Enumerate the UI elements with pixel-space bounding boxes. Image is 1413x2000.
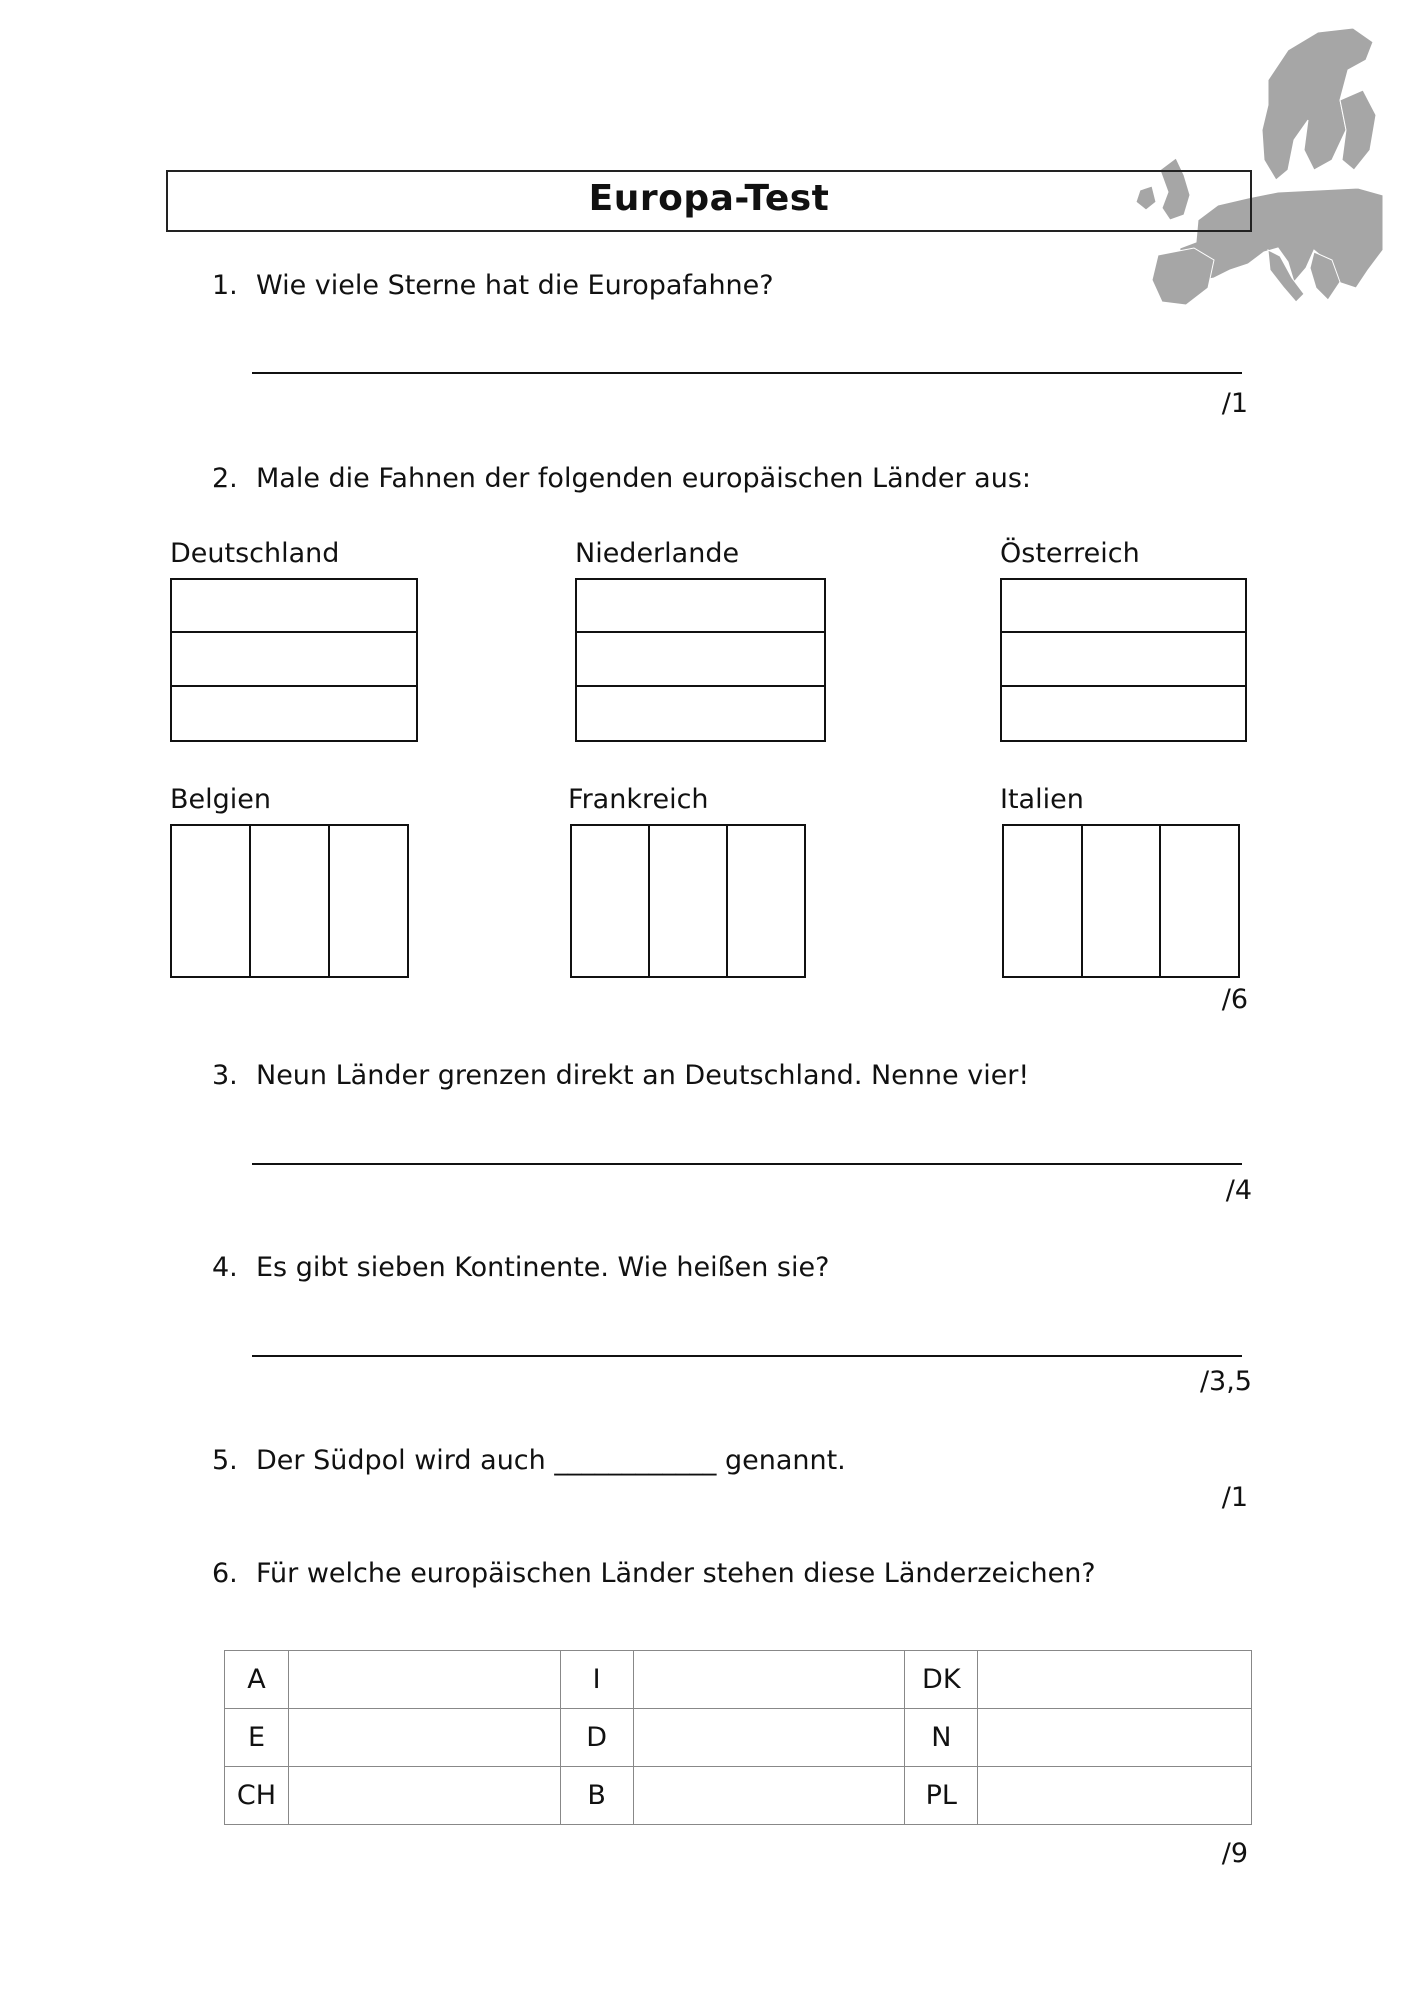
flag-deutschland[interactable] <box>170 578 418 742</box>
question-4-text: Es gibt sieben Kontinente. Wie heißen sie? <box>256 1252 830 1283</box>
answer-cell[interactable] <box>978 1709 1252 1767</box>
table-row <box>225 1767 1252 1825</box>
answer-cell[interactable] <box>288 1651 560 1709</box>
flag-label-frankreich: Frankreich <box>568 784 709 815</box>
question-3-text: Neun Länder grenzen direkt an Deutschland. Nenne vier! <box>256 1060 1030 1091</box>
code-cell: N <box>905 1709 978 1767</box>
flag-label-italien: Italien <box>1000 784 1084 815</box>
flag-label-belgien: Belgien <box>170 784 271 815</box>
flag-label-oesterreich: Österreich <box>1000 538 1140 569</box>
question-5-text <box>256 1445 846 1476</box>
code-cell: B <box>560 1767 633 1825</box>
flag-belgien[interactable] <box>170 824 409 978</box>
score-2: /6 <box>1221 984 1248 1015</box>
code-cell: DK <box>905 1651 978 1709</box>
question-2-number: 2. <box>212 463 238 494</box>
question-5-text-after: genannt. <box>724 1445 846 1476</box>
question-2-text: Male die Fahnen der folgenden europäischen Länder aus: <box>256 463 1031 494</box>
code-cell: CH <box>225 1767 289 1825</box>
score-1: /1 <box>1221 388 1248 419</box>
question-5-blank[interactable]: ____________ <box>554 1445 717 1476</box>
question-5-text-before: Der Südpol wird auch <box>256 1445 546 1476</box>
answer-cell[interactable] <box>633 1709 905 1767</box>
flag-frankreich[interactable] <box>570 824 806 978</box>
flag-label-deutschland: Deutschland <box>170 538 340 569</box>
code-cell: E <box>225 1709 289 1767</box>
question-6-text: Für welche europäischen Länder stehen diese Länderzeichen? <box>256 1558 1096 1589</box>
flag-niederlande[interactable] <box>575 578 826 742</box>
flag-label-niederlande: Niederlande <box>575 538 740 569</box>
score-6: /9 <box>1221 1838 1248 1869</box>
question-6-number: 6. <box>212 1558 238 1589</box>
answer-cell[interactable] <box>288 1709 560 1767</box>
page-title: Europa-Test <box>588 178 830 219</box>
question-1-text: Wie viele Sterne hat die Europafahne? <box>256 270 774 301</box>
flag-italien[interactable] <box>1002 824 1240 978</box>
answer-line-3[interactable] <box>252 1163 1242 1165</box>
answer-cell[interactable] <box>288 1767 560 1825</box>
table-row <box>225 1709 1252 1767</box>
europe-map-icon <box>1118 20 1388 310</box>
score-5: /1 <box>1221 1482 1248 1513</box>
answer-line-4[interactable] <box>252 1355 1242 1357</box>
question-3-number: 3. <box>212 1060 238 1091</box>
answer-cell[interactable] <box>633 1767 905 1825</box>
score-4: /3,5 <box>1199 1366 1252 1397</box>
answer-cell[interactable] <box>633 1651 905 1709</box>
code-cell: A <box>225 1651 289 1709</box>
answer-cell[interactable] <box>978 1651 1252 1709</box>
code-cell: D <box>560 1709 633 1767</box>
flag-oesterreich[interactable] <box>1000 578 1247 742</box>
code-cell: PL <box>905 1767 978 1825</box>
question-1-number: 1. <box>212 270 238 301</box>
answer-line-1[interactable] <box>252 372 1242 374</box>
table-row <box>225 1651 1252 1709</box>
code-cell: I <box>560 1651 633 1709</box>
answer-cell[interactable] <box>978 1767 1252 1825</box>
score-3: /4 <box>1225 1175 1252 1206</box>
question-4-number: 4. <box>212 1252 238 1283</box>
country-codes-table <box>224 1650 1252 1825</box>
question-5-number: 5. <box>212 1445 238 1476</box>
